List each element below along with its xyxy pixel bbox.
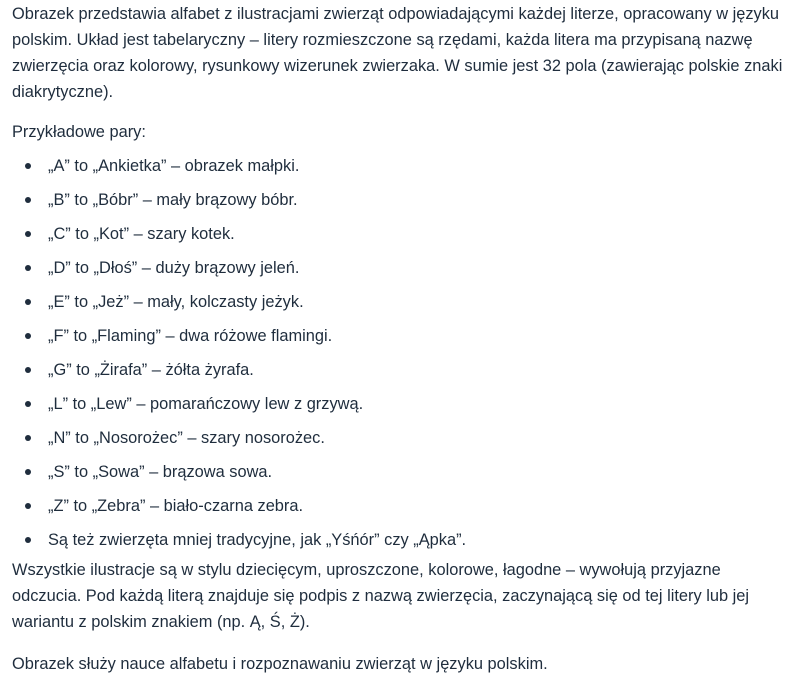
bullet-icon [25,401,31,407]
bullet-icon [25,333,31,339]
intro-paragraph: Obrazek przedstawia alfabet z ilustracjami zwierząt odpowiadającymi każdej literze, opracowany w języku polskim. Układ jest tabelaryczny – litery rozmieszczone są rzędami, każda litera ma przypisaną nazwę zwierzęcia oraz kolorowy, rysunkowy wizerunek zwierzaka. W sumie jest 32 pola (zawierając polskie znaki diakrytyczne). [12,5,783,101]
list-item [12,221,786,255]
list-item-text: „L” to „Lew” – pomarańczowy lew z grzywą. [48,395,364,413]
bullet-icon [25,435,31,441]
list-item-text: Są też zwierzęta mniej tradycyjne, jak „Yśńór” czy „Ąpka”. [48,531,467,549]
list-item [12,391,786,425]
list-item [12,527,786,561]
list-item [12,255,786,289]
list-item-text: „C” to „Kot” – szary kotek. [48,225,235,243]
closing-paragraph: Obrazek służy nauce alfabetu i rozpoznawaniu zwierząt w języku polskim. [12,655,548,673]
bullet-icon [25,503,31,509]
bullet-icon [25,299,31,305]
bullet-icon [25,367,31,373]
list-item-text: „A” to „Ankietka” – obrazek małpki. [48,157,300,175]
bullet-icon [25,537,31,543]
list-item [12,153,786,187]
pairs-list [12,153,786,561]
summary-paragraph: Wszystkie ilustracje są w stylu dziecięcym, uproszczone, kolorowe, łagodne – wywołują przyjazne odczucia. Pod każdą literą znajduje się podpis z nazwą zwierzęcia, zaczynającą się od tej litery lub jej wariantu z polskim znakiem (np. Ą, Ś, Ż). [12,561,750,631]
list-item [12,425,786,459]
bullet-icon [25,163,31,169]
list-item-text: „D” to „Dłoś” – duży brązowy jeleń. [48,259,300,277]
list-item-text: „N” to „Nosorożec” – szary nosorożec. [48,429,325,447]
list-item [12,187,786,221]
bullet-icon [25,197,31,203]
list-item-text: „Z” to „Zebra” – biało-czarna zebra. [48,497,304,515]
list-item-text: „F” to „Flaming” – dwa różowe flamingi. [48,327,333,345]
bullet-icon [25,469,31,475]
list-item [12,323,786,357]
list-item-text: „B” to „Bóbr” – mały brązowy bóbr. [48,191,298,209]
bullet-icon [25,231,31,237]
list-item-text: „E” to „Jeż” – mały, kolczasty jeżyk. [48,293,304,311]
list-item [12,289,786,323]
list-item-text: „G” to „Żirafa” – żółta żyrafa. [48,361,254,379]
list-item [12,357,786,391]
examples-heading: Przykładowe pary: [12,123,146,141]
bullet-icon [25,265,31,271]
list-item [12,493,786,527]
list-item-text: „S” to „Sowa” – brązowa sowa. [48,463,273,481]
list-item [12,459,786,493]
